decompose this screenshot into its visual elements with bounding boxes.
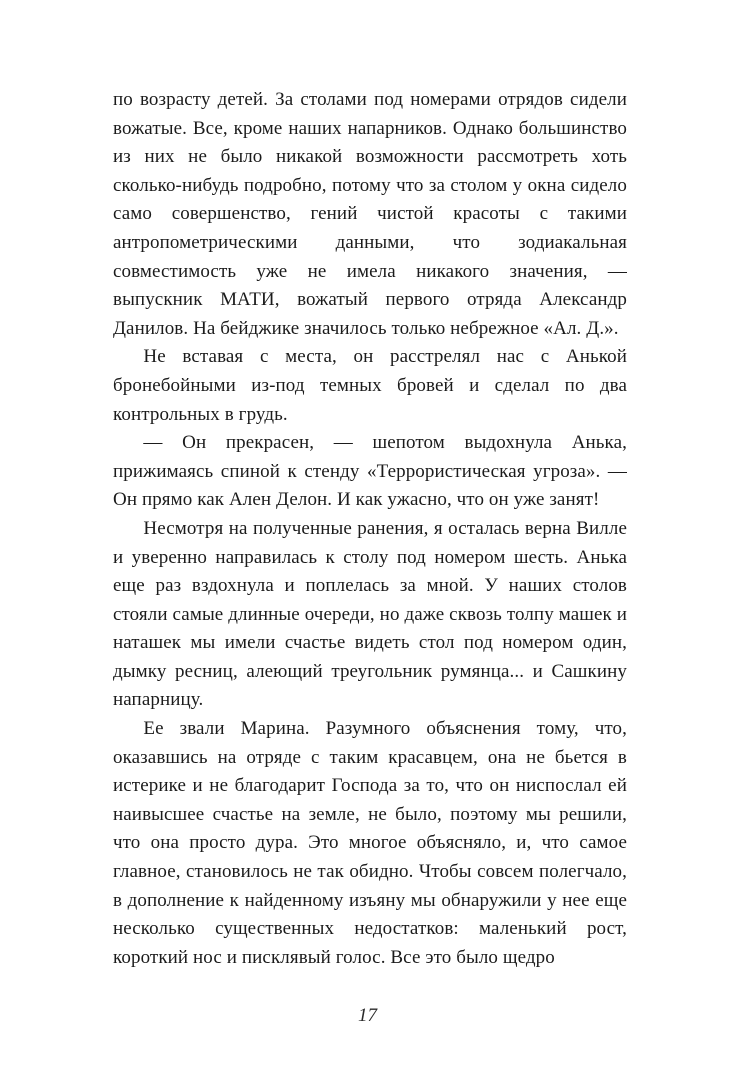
paragraph: Ее звали Марина. Разумного объяснения тому, что, оказавшись на отряде с таким красавцем, она не бьется в истерике и не благодарит Господа за то, что он ниспослал ей наивысшее счастье на земле, не было, поэтому мы решили, что она просто дура. Это многое объясняло, и, что самое главное, становилось не так обидно. Чтобы совсем полегчало, в дополнение к найденному изъяну мы обнаружили у нее еще несколько существенных недостатков: маленький рост, короткий нос и писклявый голос. Все это было щедро <box>113 718 627 968</box>
page-number: 17 <box>358 1005 377 1026</box>
paragraph: — Он прекрасен, — шепотом выдохнула Анька, прижимаясь спиной к стенду «Террористическая угроза». — Он прямо как Ален Делон. И как ужасно, что он уже занят! <box>113 432 627 511</box>
paragraph: Не вставая с места, он расстрелял нас с Анькой бронебойными из-под темных бровей и сделал по два контрольных в грудь. <box>113 346 627 425</box>
paragraph: по возрасту детей. За столами под номерами отрядов сидели вожатые. Все, кроме наших напарников. Однако большинство из них не было никакой возможности рассмотреть хоть сколько-нибудь подробно, потому что за столом у окна сидело само совершенство, гений чистой красоты с такими антропометрическими данными, что зодиакальная совместимость уже не имела никакого значения, — выпускник МАТИ, вожатый первого отряда Александр Данилов. На бейджике значилось только небрежное «Ал. Д.». <box>113 89 627 339</box>
page-text-block <box>113 86 627 972</box>
paragraph: Несмотря на полученные ранения, я осталась верна Вилле и уверенно направилась к столу под номером шесть. Анька еще раз вздохнула и поплелась за мной. У наших столов стояли самые длинные очереди, но даже сквозь толпу машек и наташек мы имели счастье видеть стол под номером один, дымку ресниц, алеющий треугольник румянца... и Сашкину напарницу. <box>113 517 627 711</box>
